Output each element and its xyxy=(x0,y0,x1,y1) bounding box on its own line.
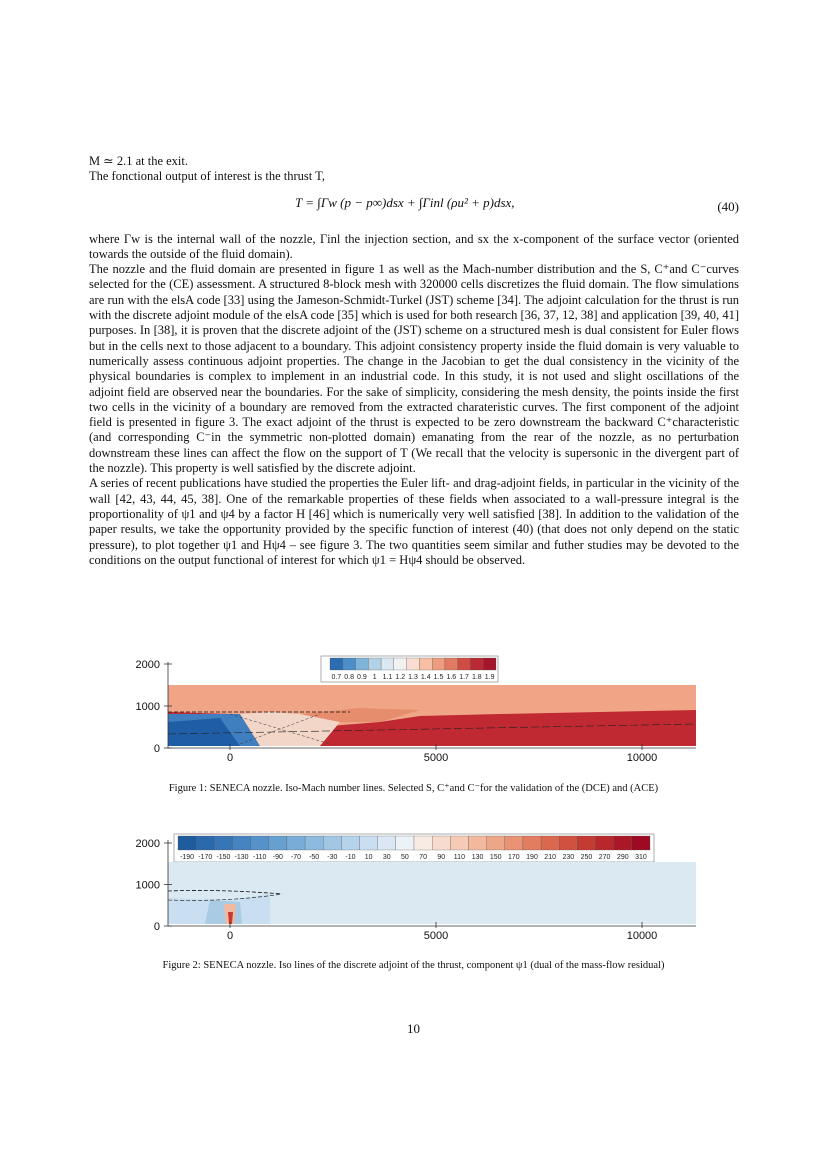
colorbar-label: 150 xyxy=(489,854,502,861)
fig2-x-ticks xyxy=(227,922,657,942)
colorbar-swatch xyxy=(505,836,523,850)
colorbar-label: 50 xyxy=(401,854,409,861)
colorbar-label: 10 xyxy=(364,854,373,861)
colorbar-swatch xyxy=(445,658,458,670)
fig2-y-ticks xyxy=(136,838,172,933)
y-tick-label: 0 xyxy=(153,743,160,755)
colorbar-label: -30 xyxy=(327,854,338,861)
colorbar-swatch xyxy=(269,836,287,850)
x-tick-label: 10000 xyxy=(626,930,658,942)
text-thrust-intro: The fonctional output of interest is the thrust T, xyxy=(89,169,325,184)
colorbar-swatch xyxy=(559,836,577,850)
colorbar-label: 1 xyxy=(372,674,377,681)
y-tick-label: 2000 xyxy=(135,659,160,671)
colorbar-label: 310 xyxy=(635,854,647,861)
colorbar-swatch xyxy=(381,658,394,670)
colorbar-label: 190 xyxy=(526,854,538,861)
colorbar-swatch xyxy=(414,836,432,850)
x-tick-label: 10000 xyxy=(626,752,658,764)
text-nozzle-description: The nozzle and the fluid domain are presented in figure 1 as well as the Mach-number distribution and the S, C⁺and C⁻curves selected for the (CE) assessment. A structured 8-block mesh with 320000 cells discretizes the fluid domain. The flow simulations are run with the elsA code [33] using the Jameson-Schmidt-Turkel (JST) scheme [34]. The adjoint calculation for the thrust is run with the discrete adjoint module of the elsA code [35] which is used for both research [36, 37, 12, 38] and application [39, 40, 41] purposes. In [38], it is proven that the discrete adjoint of the (JST) scheme on a structured mesh is dual consistent for Euler flows but in the cells next to those adjacent to a boundary. This adjoint consistency property inside the fluid domain is very valuable to numerically assess continuous adjoint properties. The change in the Jacobian to get the dual consistency in the vicinity of the physical boundaries is complex to implement in an industrial code. In this study, it is not used and slight oscillations of the adjoint field are observed near the boundaries. For the sake of simplicity, considering the mesh density, the points inside the first two cells in the vicinity of a boundary are removed from the extracted charateristic curves. The first component of the adjoint field is presented in figure 3. The exact adjoint of the thrust is expected to be zero downstream the backward C⁺characteristic (and corresponding C⁻in the symmetric non-plotted domain) emanating from the rear of the nozzle, as no perturbation downstream these lines can affect the flow on the support of T (We recall that the velocity is supersonic in the divergent part of the nozzle). This property is well satisfied by the discrete adjoint. xyxy=(89,262,739,476)
colorbar-label: 0.7 xyxy=(331,674,342,681)
colorbar-swatch xyxy=(487,836,505,850)
colorbar-label: 30 xyxy=(382,854,391,861)
colorbar-swatch xyxy=(394,658,407,670)
colorbar-swatch xyxy=(470,658,483,670)
colorbar-swatch xyxy=(196,836,214,850)
colorbar-label: -170 xyxy=(198,854,213,861)
colorbar-label: 1.7 xyxy=(459,674,469,681)
page-number: 10 xyxy=(407,1021,420,1036)
x-tick-label: 0 xyxy=(226,752,234,764)
colorbar-label: 1.1 xyxy=(382,674,393,681)
y-tick-label: 1000 xyxy=(135,879,160,892)
colorbar-swatch xyxy=(450,836,468,850)
colorbar-label: 230 xyxy=(562,854,575,861)
colorbar-label: 170 xyxy=(508,854,520,861)
colorbar-swatch xyxy=(323,836,341,850)
colorbar-label: 210 xyxy=(544,854,556,861)
colorbar-label: -90 xyxy=(272,854,283,861)
colorbar-swatch xyxy=(287,836,305,850)
colorbar-swatch xyxy=(419,658,432,670)
colorbar-swatch xyxy=(523,836,541,850)
colorbar-label: 70 xyxy=(419,854,427,861)
colorbar-swatch xyxy=(407,658,420,670)
colorbar-label: 1.9 xyxy=(484,674,495,681)
figure-2-caption: Figure 2: SENECA nozzle. Iso lines of the discrete adjoint of the thrust, component ψ1 (dual of the mass-flow residual) xyxy=(162,960,665,971)
colorbar-label: 1.4 xyxy=(420,674,431,681)
colorbar-swatch xyxy=(458,658,471,670)
colorbar-swatch xyxy=(483,658,496,670)
colorbar-label: -130 xyxy=(234,854,249,861)
colorbar-swatch xyxy=(330,658,343,670)
page-body xyxy=(89,154,739,568)
colorbar-label: -10 xyxy=(345,854,356,861)
y-tick-label: 2000 xyxy=(135,838,160,850)
colorbar-label: 130 xyxy=(471,854,484,861)
text-exit-mach: M ≃ 2.1 at the exit. xyxy=(89,154,188,168)
colorbar-swatch xyxy=(356,658,369,670)
colorbar-label: 90 xyxy=(437,854,446,861)
y-tick-label: 0 xyxy=(153,921,160,933)
equation-number: (40) xyxy=(717,198,739,214)
colorbar-swatch xyxy=(368,658,381,670)
colorbar-swatch xyxy=(360,836,378,850)
colorbar-swatch xyxy=(596,836,614,850)
colorbar-swatch xyxy=(541,836,559,850)
colorbar-swatch xyxy=(178,836,196,850)
colorbar-swatch xyxy=(577,836,595,850)
colorbar-swatch xyxy=(232,836,250,850)
fig2-adjoint-region xyxy=(205,900,242,924)
colorbar-label: 290 xyxy=(616,854,629,861)
colorbar-swatch xyxy=(432,836,450,850)
figure-1-caption: Figure 1: SENECA nozzle. Iso-Mach number lines. Selected S, C⁺and C⁻for the validation of the (DCE) and (ACE) xyxy=(168,783,659,794)
colorbar-swatch xyxy=(343,658,356,670)
colorbar-label: 0.9 xyxy=(357,674,367,681)
colorbar-label: 1.2 xyxy=(395,674,406,681)
fig1-y-ticks xyxy=(136,659,172,755)
colorbar-label: -50 xyxy=(309,854,320,861)
colorbar-label: 270 xyxy=(598,854,611,861)
x-tick-label: 5000 xyxy=(423,752,449,764)
colorbar-label: 1.3 xyxy=(408,674,418,681)
colorbar-label: 1.5 xyxy=(433,674,444,681)
colorbar-swatch xyxy=(378,836,396,850)
colorbar-swatch xyxy=(432,658,445,670)
figure-2-plot xyxy=(0,832,827,947)
colorbar-label: -190 xyxy=(180,854,195,861)
colorbar-swatch xyxy=(396,836,414,850)
equation-thrust xyxy=(89,189,739,229)
text-series-publications: A series of recent publications have studied the properties the Euler lift- and drag-adjoint fields, in particular in the vicinity of the wall [42, 43, 44, 45, 38]. One of the remarkable properties of these fields when associated to a wall-pressure integral is the proportionality of ψ1 and ψ4 by a factor H [46] which is numerically very well satisfied [38]. In addition to the validation of the paper results, we take the opportunity provided by the specific function of interest (40) (that does not only depend on the static pressure), to plot together ψ1 and Hψ4 – see figure 3. The two quantities seem similar and futher studies may be devoted to the conditions on the output functional of interest for which ψ1 = Hψ4 should be observed. xyxy=(89,476,739,567)
text-where: where Γw is the internal wall of the nozzle, Γinl the injection section, and sx the x-component of the surface vector (oriented towards the outside of the fluid domain). xyxy=(89,231,739,261)
colorbar-label: 110 xyxy=(453,854,465,861)
equation-formula: T = ∫Γw (p − p∞)dsx + ∫Γinl (ρu² + p)dsx, xyxy=(295,194,515,210)
colorbar-label: 0.8 xyxy=(344,674,355,681)
colorbar-swatch xyxy=(214,836,232,850)
x-tick-label: 0 xyxy=(226,930,234,942)
fig1-x-ticks xyxy=(227,744,657,764)
colorbar-swatch xyxy=(614,836,632,850)
colorbar-label: 250 xyxy=(580,854,593,861)
colorbar-label: -150 xyxy=(216,854,231,861)
colorbar-label: -70 xyxy=(290,854,302,861)
colorbar-swatch xyxy=(341,836,359,850)
figure-1 xyxy=(0,652,827,794)
figure-1-plot xyxy=(0,652,827,767)
colorbar-label: 1.8 xyxy=(471,674,482,681)
y-tick-label: 1000 xyxy=(135,701,160,713)
colorbar-swatch xyxy=(632,836,650,850)
colorbar-swatch xyxy=(305,836,323,850)
colorbar-swatch xyxy=(251,836,269,850)
x-tick-label: 5000 xyxy=(423,930,449,942)
colorbar-label: -110 xyxy=(252,854,267,861)
colorbar-swatch xyxy=(468,836,486,850)
colorbar-label: 1.6 xyxy=(446,674,457,681)
figure-2 xyxy=(0,832,827,971)
